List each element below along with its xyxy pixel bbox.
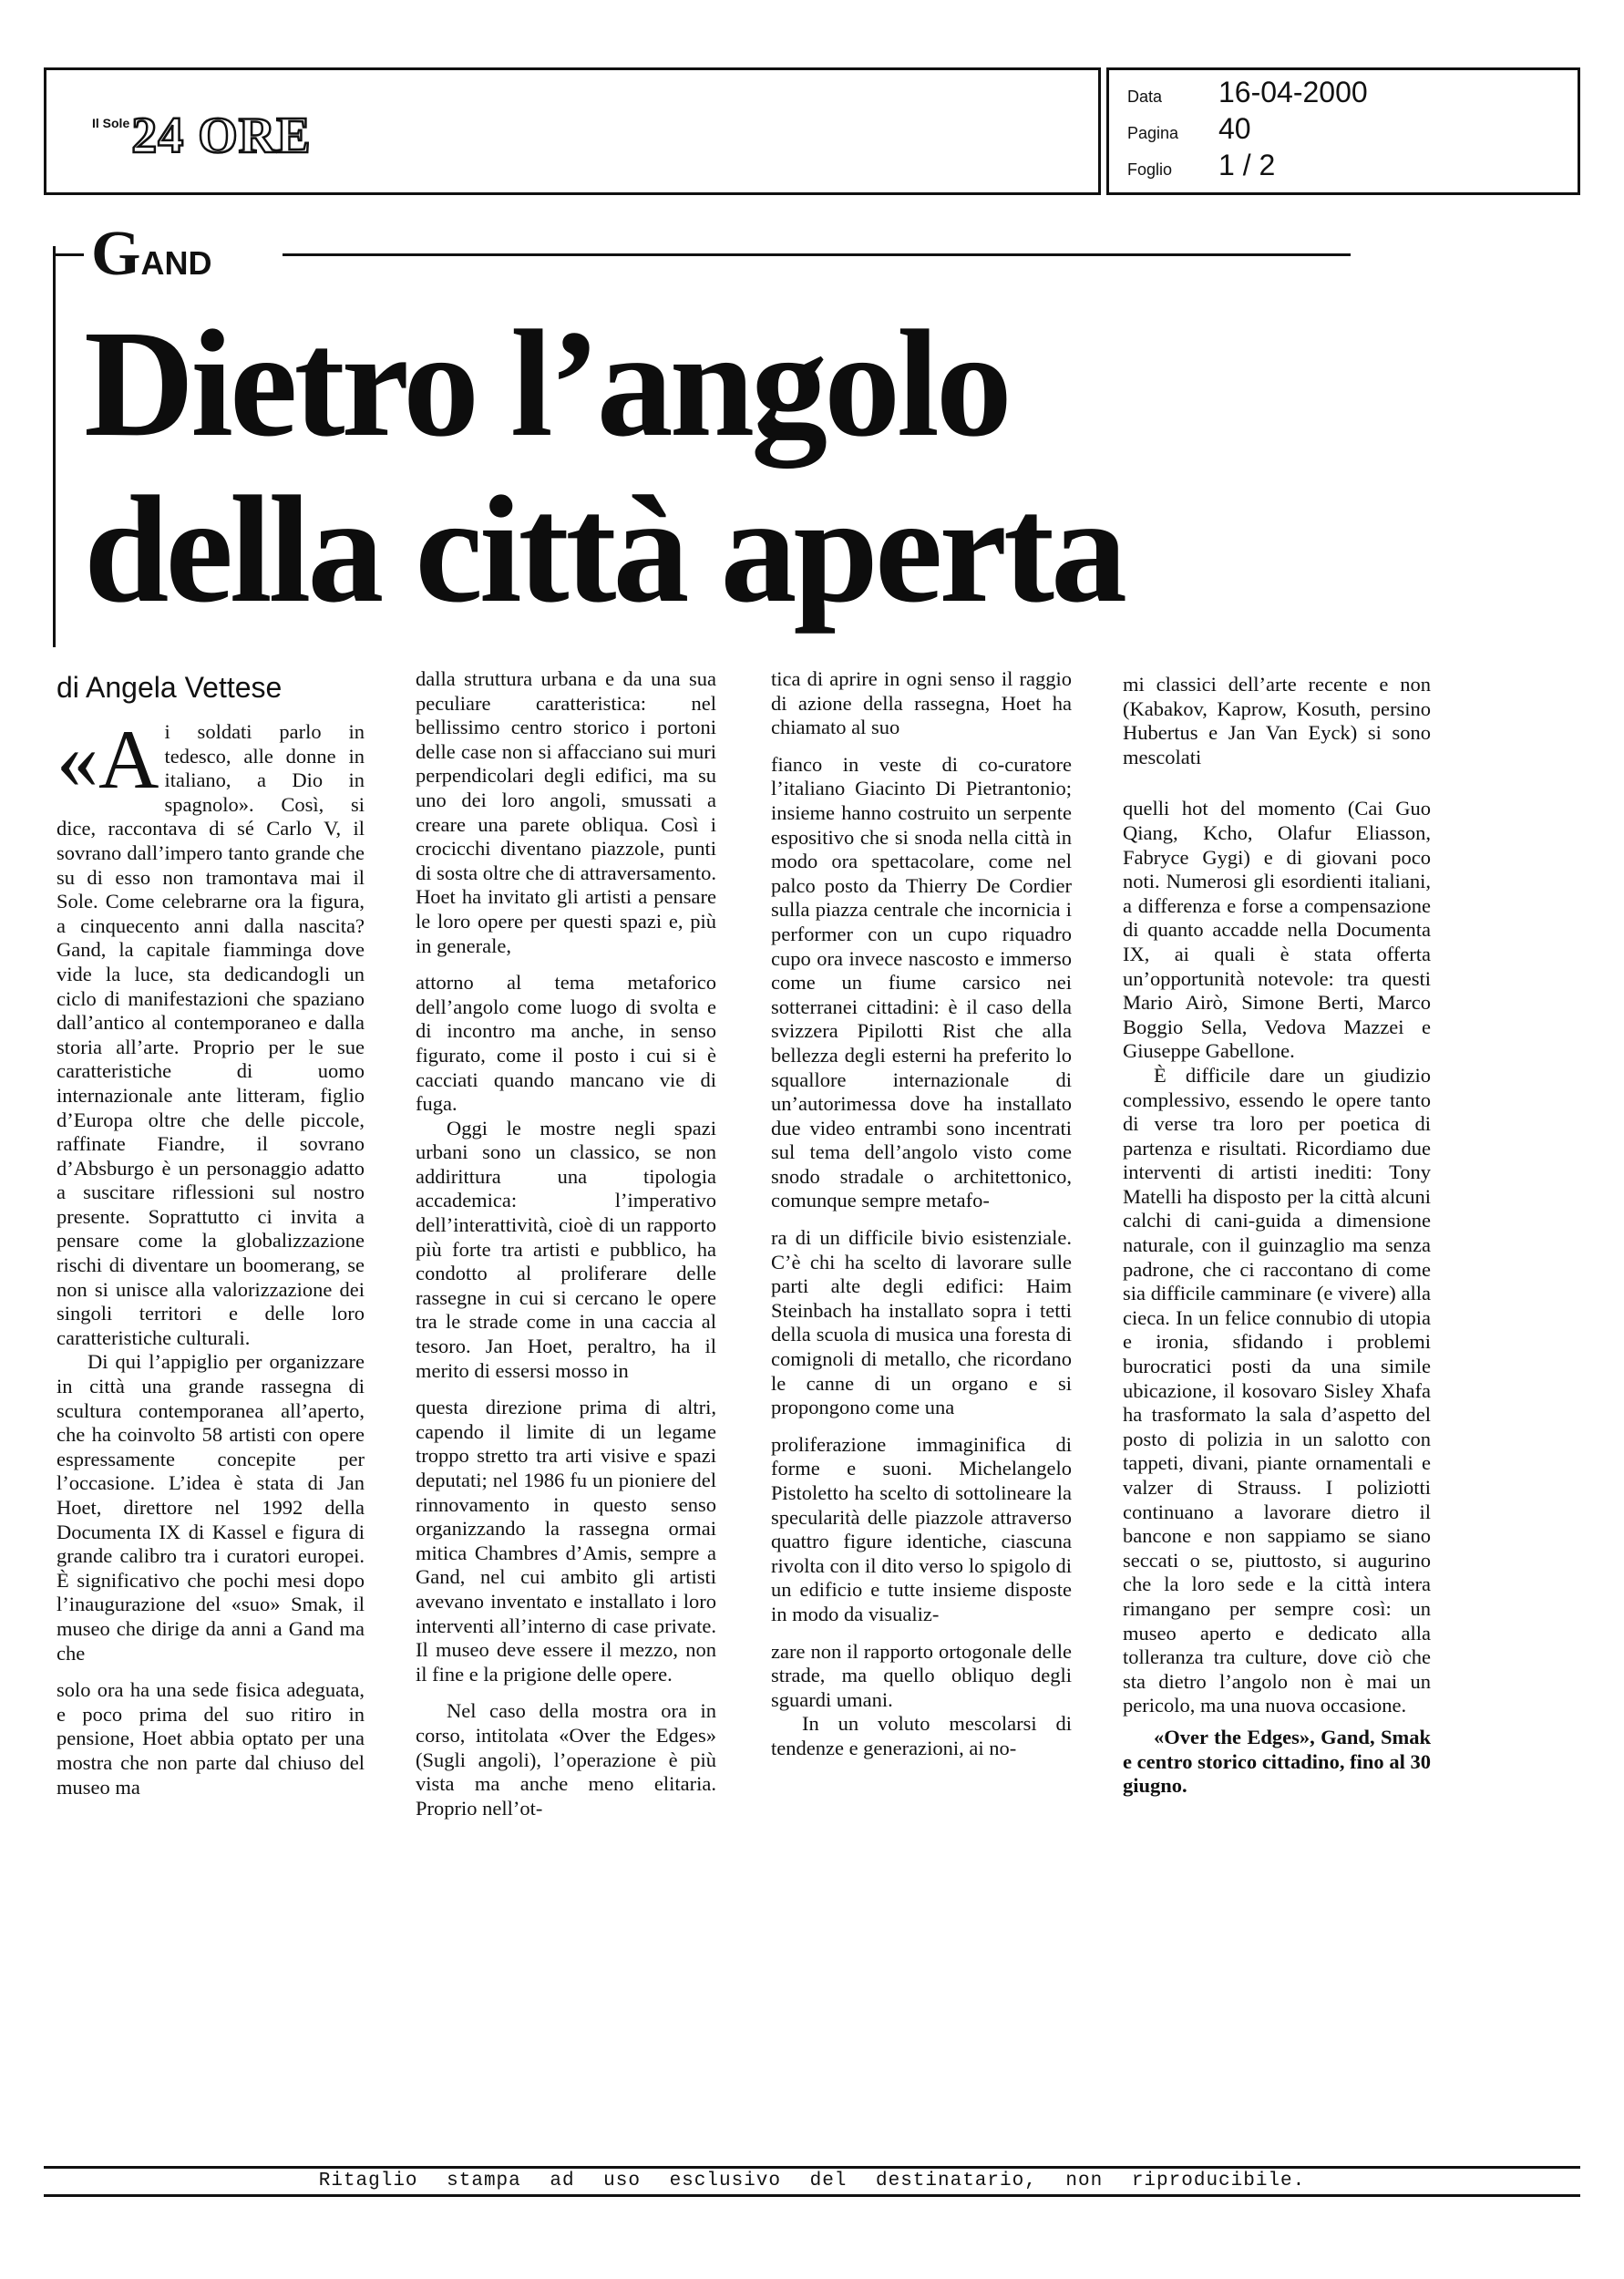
- paragraph-1: tica di aprire in ogni senso il raggio di azione della rassegna, Hoet ha chiamato al suo: [771, 667, 1072, 739]
- section-tag: [91, 219, 212, 289]
- section-initial: G: [91, 219, 141, 289]
- paragraph-3: È difficile dare un giudizio complessivo, essendo le opere tanto di verse tra loro per poetica di partenza e risultati. Ricordiamo due interventi di artisti inediti: Tony Matelli ha disposto per la città alcuni calchi di cani-guida a dimensione naturale, con il guinzaglio ma senza padrone, che ci raccontano di come sia difficile camminare (e vivere) alla cieca. In un felice connubio di utopia e ironia, sfidando i problemi burocratici posti da una simile ubicazione, il kosovaro Sisley Xhafa ha trasformato la sala d’aspetto del posto di polizia in un salotto con tappeti, divani, piante ornamentali e valzer di Strauss. I poliziotti continuano a lavorare dietro il bancone e non sappiamo se siano seccati o se, piuttosto, si augurino che la loro sede e la città intera rimangano per sempre così: un museo aperto e dedicato alla tolleranza tra culture, dove ciò che sta dietro l’angolo non è mai un pericolo, ma una nuova occasione.: [1123, 1063, 1431, 1717]
- headline-line-2: della città aperta: [84, 465, 1124, 634]
- left-vertical-rule: [53, 246, 56, 647]
- headline: [84, 301, 1124, 633]
- paragraph-2: fianco in veste di co-curatore l’italiano Giacinto Di Pietrantonio; insieme hanno costruito un serpente espositivo che si snoda nella città in modo ora spettacolare, come nel palco posto da Thierry De Cordier sulla piazza centrale che incornicia i performer con un cupo riquadro cupo ora invece nascosto e immerso come un fiume carsico nei sotterranei cittadini: è il caso della svizzera Pipilotti Rist che alla bellezza degli esterni ha preferito lo squallore internazionale di un’autorimessa dove ha installato due video entrambi sono incentrati sul tema dell’angolo visto come snodo stradale o architettonico, comunque sempre metafo-: [771, 752, 1072, 1212]
- headline-line-1: Dietro l’angolo: [84, 299, 1009, 469]
- page-label: Pagina: [1127, 124, 1179, 142]
- logo-big-text: 24 ORE: [131, 108, 312, 164]
- paragraph-4: proliferazione immaginifica di forme e suoni. Michelangelo Pistoletto ha scelto di sottolineare la specularità delle piazzole attraverso quattro figure identiche, ciascuna rivolta con il dito verso lo spigolo di un edificio e tutte insieme disposte in modo da visualiz-: [771, 1432, 1072, 1625]
- paragraph-3: ra di un difficile bivio esistenziale. C’è chi ha scelto di lavorare sulle parti alte degli edifici: Haim Steinbach ha installato sopra i tetti della scuola di musica una foresta di comignoli di metallo, che ricordano le canne di un organo e si propongono come una: [771, 1226, 1072, 1419]
- logo-small-text: Il Sole: [92, 116, 130, 130]
- newspaper-logo: [92, 108, 312, 164]
- paragraph-1-text: i soldati parlo in tedesco, alle donne in italiano, a Dio in spagnolo». Così, si dice, raccontava di sé Carlo V, il sovrano dall’impero tanto grande che su di esso non tramontava mai il Sole. Come celebrarne ora la figura, a cinquecento anni dalla nascita? Gand, la capitale fiamminga dove vide la luce, sta dedicandogli un ciclo di manifestazioni che spaziano dall’antico al contemporaneo e dalla storia all’arte. Proprio per le sue caratteristiche di uomo internazionale ante litteram, figlio d’Europa oltre che delle piccole, raffinate Fiandre, il sovrano d’Absburgo è un personaggio adatto a suscitare riflessioni sul nostro presente. Soprattutto ci invita a pensare come la globalizzazione rischi di diventare un boomerang, se non si unisce alla valorizzazione dei singoli territori e delle loro caratteristiche culturali.: [57, 720, 365, 1349]
- section-rest: AND: [140, 244, 212, 282]
- paragraph-3: Oggi le mostre negli spazi urbani sono un classico, se non addirittura una tipologia accademica: l’imperativo dell’interattività, cioè di un rapporto più forte tra artisti e pubblico, ha condotto al proliferare delle rassegne in cui si cercano le opere tra le strade come in una caccia al tesoro. Jan Hoet, peraltro, ha il merito di essersi mosso in: [416, 1116, 716, 1382]
- paragraph-2: attorno al tema metaforico dell’angolo come luogo di svolta e di incontro ma anche, in senso figurato, come il posto i cui si è cacciati quando mancano vie di fuga.: [416, 971, 716, 1116]
- byline: di Angela Vettese: [57, 671, 283, 704]
- page-value: 40: [1218, 112, 1251, 145]
- paragraph-1: dalla struttura urbana e da una sua peculiare caratteristica: nel bellissimo centro storico i portoni delle case non si affacciano sui muri perpendicolari degli edifici, ma su uno dei loro angoli, smussati a creare una parete obliqua. Così i crocicchi diventano piazzole, punti di sosta oltre che di attraversamento. Hoet ha invitato gli artisti a pensare le loro opere per questi spazi e, più in generale,: [416, 667, 716, 957]
- masthead-box: [44, 67, 1101, 195]
- paragraph-1: [57, 713, 365, 1350]
- sheet-value: 1 / 2: [1218, 149, 1276, 181]
- drop-cap: «A: [57, 713, 159, 806]
- paragraph-2: Di qui l’appiglio per organizzare in città una grande rassegna di scultura contemporanea all’aperto, che ha coinvolto 58 artisti con opere espressamente concepite per l’occasione. L’idea è stata di Jan Hoet, direttore nel 1992 della Documenta IX di Kassel e figura di grande calibro tra i curatori europei. È significativo che pochi mesi dopo l’inaugurazione del «suo» Smak, il museo che dirige da anni a Gand ma che: [57, 1350, 365, 1665]
- date-label: Data: [1127, 88, 1163, 106]
- clipping-footer: Ritaglio stampa ad uso esclusivo del destinatario, non riproducibile.: [44, 2166, 1580, 2197]
- sheet-row: [1127, 149, 1275, 182]
- exhibition-credits: «Over the Edges», Gand, Smak e centro storico cittadino, fino al 30 giugno.: [1123, 1725, 1431, 1798]
- sheet-label: Foglio: [1127, 160, 1173, 179]
- section-rule-long: [283, 253, 1351, 256]
- article-column-3: [771, 667, 1072, 1761]
- clipping-meta-box: [1106, 67, 1580, 195]
- article-column-4: [1123, 673, 1431, 1799]
- paragraph-1: mi classici dell’arte recente e non (Kabakov, Kaprow, Kosuth, persino Hubertus e Jan Van Eyck) si sono mescolati: [1123, 673, 1431, 768]
- paragraph-2: quelli hot del momento (Cai Guo Qiang, Kcho, Olafur Eliasson, Fabryce Gygi) e di giovani poco noti. Numerosi gli esordienti italiani, a differenza e forse a compensazione di quanto accadde nella Documenta IX, ai quali è stata offerta un’opportunità notevole: tra questi Mario Airò, Simone Berti, Marco Boggio Sella, Vedova Mazzei e Giuseppe Gabellone.: [1123, 797, 1431, 1063]
- paragraph-4: questa direzione prima di altri, capendo il limite di un legame troppo stretto tra arti visive e spazi deputati; nel 1986 fu un pioniere del rinnovamento in questo senso organizzando la rassegna ormai mitica Chambres d’Amis, sempre a Gand, nel cui ambito gli artisti avevano inventato e installato i loro interventi all’interno di case private. Il museo deve essere il mezzo, non il fine e la prigione delle opere.: [416, 1396, 716, 1686]
- section-rule-short: [53, 253, 84, 256]
- paragraph-3: solo ora ha una sede fisica adeguata, e poco prima del suo ritiro in pensione, Hoet abbia optato per una mostra che non parte dal chiuso del museo ma: [57, 1678, 365, 1799]
- article-column-1: [57, 713, 365, 1799]
- page-row: [1127, 112, 1251, 146]
- date-value: 16-04-2000: [1218, 76, 1368, 108]
- paragraph-5: Nel caso della mostra ora in corso, intitolata «Over the Edges» (Sugli angoli), l’operazione è più vista ma anche meno elitaria. Proprio nell’ot-: [416, 1699, 716, 1820]
- date-row: [1127, 76, 1368, 109]
- paragraph-6: In un voluto mescolarsi di tendenze e generazioni, ai no-: [771, 1712, 1072, 1759]
- paragraph-5: zare non il rapporto ortogonale delle strade, ma quello obliquo degli sguardi umani.: [771, 1639, 1072, 1711]
- article-column-2: [416, 667, 716, 1820]
